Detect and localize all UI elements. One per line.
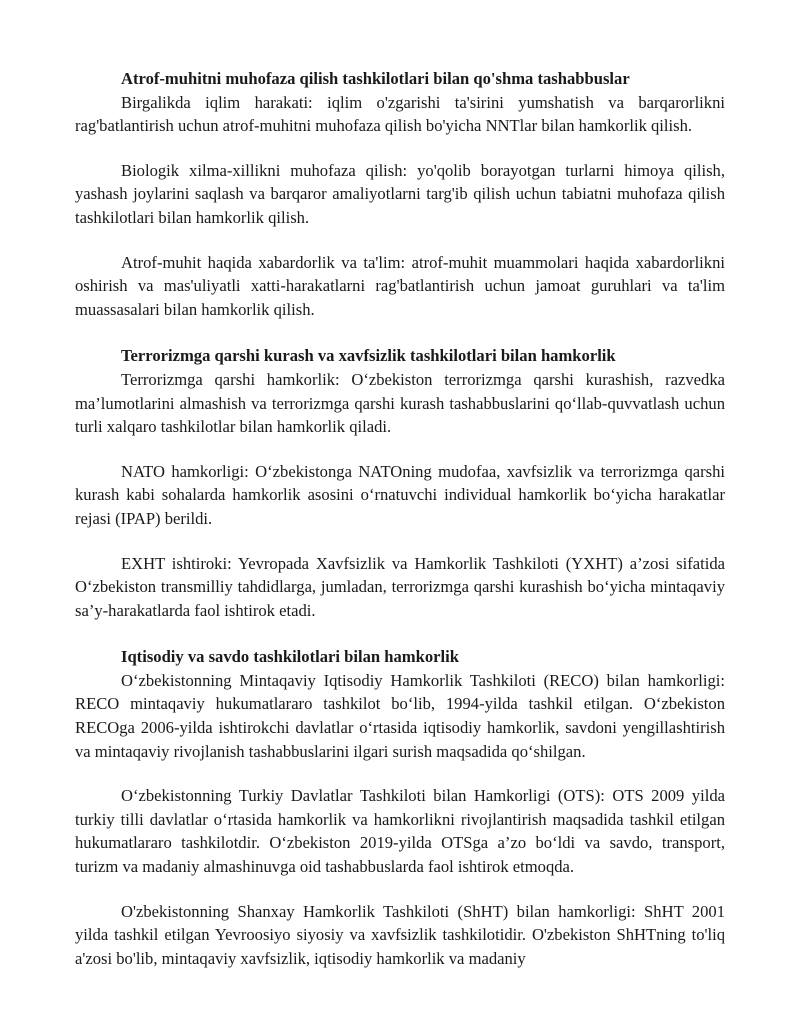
section-heading-counterterrorism: Terrorizmga qarshi kurash va xavfsizlik tashkilotlari bilan hamkorlik bbox=[121, 346, 616, 366]
paragraph: Biologik xilma-xillikni muhofaza qilish: yo'qolib borayotgan turlarni himoya qilish, yashash joylarini saqlash va barqaror amaliyotlarni targ'ib qilish uchun tabiatni muhofaza qilish tashkilotlari bilan hamkorlik qilish. bbox=[75, 160, 725, 227]
paragraph: O‘zbekistonning Mintaqaviy Iqtisodiy Hamkorlik Tashkiloti (RECO) bilan hamkorligi: RECO mintaqaviy hukumatlararo tashkilot bo‘lib, 1994-yilda tashkil etilgan. O‘zbekiston RECOga 2006-yilda ishtirokchi davlatlar o‘rtasida iqtisodiy hamkorlik, savdoni yengillashtirish va mintaqaviy rivojlanish tashabbuslarini ilgari surish maqsadida qo‘shilgan. bbox=[75, 670, 725, 761]
paragraph: Birgalikda iqlim harakati: iqlim o'zgarishi ta'sirini yumshatish va barqarorlikni rag'batlantirish uchun atrof-muhitni muhofaza qilish bo'yicha NNTlar bilan hamkorlik qilish. bbox=[75, 92, 725, 136]
paragraph-spacer bbox=[75, 879, 725, 900]
paragraph: O‘zbekistonning Turkiy Davlatlar Tashkiloti bilan Hamkorligi (OTS): OTS 2009 yilda turkiy tilli davlatlar o‘rtasida hamkorlik va hamkorlikni rivojlantirish maqsadida tashkil etilgan hukumatlararo tashkilotdir. O‘zbekiston 2019-yilda OTSga a’zo bo‘ldi va savdo, transport, turizm va madaniy almashinuvga oid tashabbuslarda faol ishtirok etmoqda. bbox=[75, 786, 725, 877]
paragraph-spacer bbox=[75, 763, 725, 784]
paragraph: O'zbekistonning Shanxay Hamkorlik Tashkiloti (ShHT) bilan hamkorligi: ShHT 2001 yilda tashkil etilgan Yevroosiyo siyosiy va xavfsizlik tashkilotidir. O'zbekiston ShHTning to'liq a'zosi bo'lib, mintaqaviy xavfsizlik, iqtisodiy hamkorlik va madaniy bbox=[75, 901, 725, 968]
section-spacer bbox=[75, 622, 725, 645]
paragraph: NATO hamkorligi: O‘zbekistonga NATOning mudofaa, xavfsizlik va terrorizmga qarshi kurash kabi sohalarda hamkorlik asosini o‘rnatuvchi individual hamkorlik bo‘yicha harakatlar rejasi (IPAP) berildi. bbox=[75, 461, 725, 528]
paragraph-spacer bbox=[75, 230, 725, 251]
paragraph-spacer bbox=[75, 531, 725, 552]
paragraph-spacer bbox=[75, 138, 725, 159]
section-heading-economic: Iqtisodiy va savdo tashkilotlari bilan hamkorlik bbox=[121, 647, 459, 667]
section-heading-environment: Atrof-muhitni muhofaza qilish tashkilotlari bilan qo'shma tashabbuslar bbox=[121, 69, 630, 88]
paragraph: Terrorizmga qarshi hamkorlik: O‘zbekiston terrorizmga qarshi kurashish, razvedka ma’lumotlarini almashish va terrorizmga qarshi kurash tashabbuslarini qo‘llab-quvvatlash uchun turli xalqaro tashkilotlar bilan hamkorlik qiladi. bbox=[75, 369, 725, 437]
paragraph: Atrof-muhit haqida xabardorlik va ta'lim: atrof-muhit muammolari haqida xabardorlikni oshirish va mas'uliyatli xatti-harakatlarni rag'batlantirish uchun jamoat guruhlari va ta'lim muassasalari bilan hamkorlik qilish. bbox=[75, 252, 725, 319]
section-spacer bbox=[75, 321, 725, 344]
paragraph: EXHT ishtiroki: Yevropada Xavfsizlik va Hamkorlik Tashkiloti (YXHT) a’zosi sifatida O‘zbekiston transmilliy tahdidlarga, jumladan, terrorizmga qarshi kurashish bo‘yicha mintaqaviy sa’y-harakatlarda faol ishtirok etadi. bbox=[75, 553, 725, 620]
paragraph-spacer bbox=[75, 439, 725, 460]
